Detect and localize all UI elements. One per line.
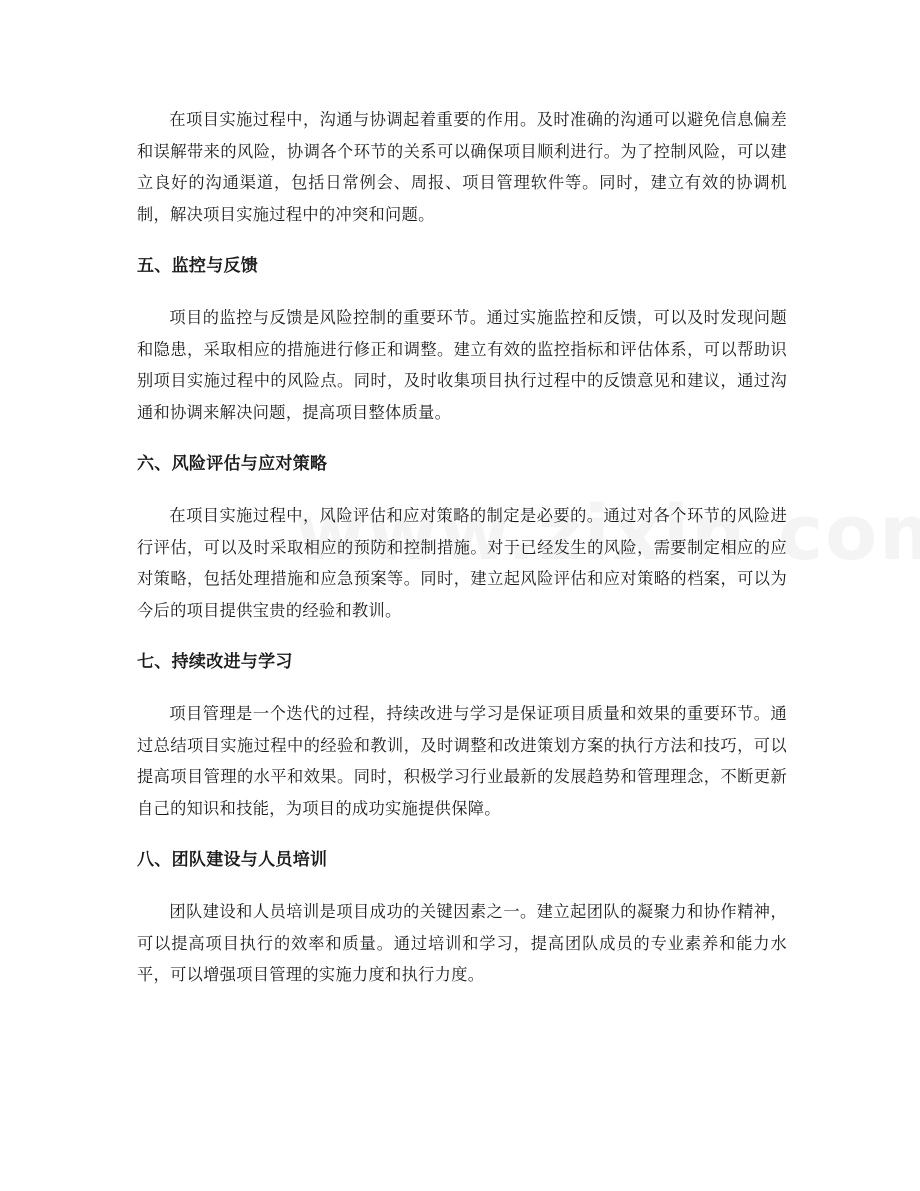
heading-risk-assessment: 六、风险评估与应对策略 — [137, 454, 328, 474]
heading-continuous-improvement: 七、持续改进与学习 — [137, 652, 293, 672]
paragraph-monitoring-feedback: 项目的监控与反馈是风险控制的重要环节。通过实施监控和反馈，可以及时发现问题和隐患，采取相应的措施进行修正和调整。建立有效的监控指标和评估体系，可以帮助识别项目实施过程中的风险点。同时，及时收集项目执行过程中的反馈意见和建议，通过沟通和协调来解决问题，提高项目整体质量。 — [137, 308, 787, 422]
document-page — [137, 104, 787, 991]
paragraph-continuous-improvement: 项目管理是一个迭代的过程，持续改进与学习是保证项目质量和效果的重要环节。通过总结项目实施过程中的经验和教训，及时调整和改进策划方案的执行方法和技巧，可以提高项目管理的水平和效果。同时，积极学习行业最新的发展趋势和管理理念，不断更新自己的知识和技能，为项目的成功实施提供保障。 — [137, 704, 787, 818]
paragraph-team-building: 团队建设和人员培训是项目成功的关键因素之一。建立起团队的凝聚力和协作精神，可以提高项目执行的效率和质量。通过培训和学习，提高团队成员的专业素养和能力水平，可以增强项目管理的实施力度和执行力度。 — [137, 902, 787, 984]
paragraph-risk-assessment: 在项目实施过程中，风险评估和应对策略的制定是必要的。通过对各个环节的风险进行评估，可以及时采取相应的预防和控制措施。对于已经发生的风险，需要制定相应的应对策略，包括处理措施和应急预案等。同时，建立起风险评估和应对策略的档案，可以为今后的项目提供宝贵的经验和教训。 — [137, 506, 787, 620]
heading-monitoring-feedback: 五、监控与反馈 — [137, 256, 259, 276]
heading-team-building: 八、团队建设与人员培训 — [137, 850, 328, 870]
paragraph-communication: 在项目实施过程中，沟通与协调起着重要的作用。及时准确的沟通可以避免信息偏差和误解带来的风险，协调各个环节的关系可以确保项目顺利进行。为了控制风险，可以建立良好的沟通渠道，包括日常例会、周报、项目管理软件等。同时，建立有效的协调机制，解决项目实施过程中的冲突和问题。 — [137, 110, 787, 224]
